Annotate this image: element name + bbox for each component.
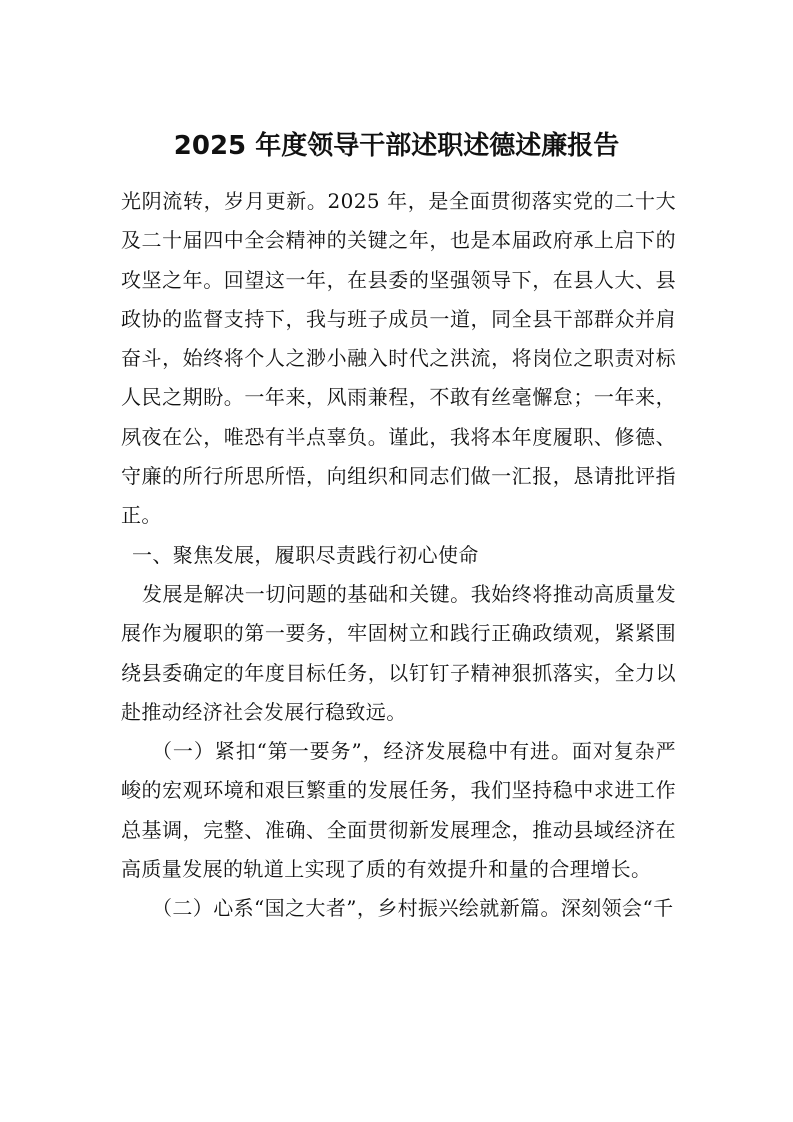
subsection-2-paragraph: （二）心系“国之大者”，乡村振兴绘就新篇。深刻领会“千 — [152, 896, 674, 921]
section-1-paragraph: 发展是解决一切问题的基础和关键。我始终将推动高质量发展作为履职的第一要务，牢固树立和践行正确政绩观，紧紧围绕县委确定的年度目标任务，以钉钉子精神狠抓落实，全力以赴推动经济社会发展行稳致远。 — [121, 581, 676, 724]
section-heading-1: 一、聚焦发展，履职尽责践行初心使命 — [132, 542, 479, 567]
subsection-1-paragraph: （一）紧扣“第一要务”，经济发展稳中有进。面对复杂严峻的宏观环境和艰巨繁重的发展任务，我们坚持稳中求进工作总基调，完整、准确、全面贯彻新发展理念，推动县域经济在高质量发展的轨道上实现了质的有效提升和量的合理增长。 — [121, 739, 676, 882]
document-title: 2025 年度领导干部述职述德述廉报告 — [173, 131, 620, 161]
document-body — [121, 182, 676, 929]
intro-paragraph: 光阴流转，岁月更新。2025 年，是全面贯彻落实党的二十大及二十届四中全会精神的关键之年，也是本届政府承上启下的攻坚之年。回望这一年，在县委的坚强领导下，在县人大、县政协的监督支持下，我与班子成员一道，同全县干部群众并肩奋斗，始终将个人之渺小融入时代之洪流，将岗位之职责对标人民之期盼。一年来，风雨兼程，不敢有丝毫懈怠；一年来，夙夜在公，唯恐有半点辜负。谨此，我将本年度履职、修德、守廉的所行所思所悟，向组织和同志们做一汇报，恳请批评指正。 — [121, 189, 676, 528]
